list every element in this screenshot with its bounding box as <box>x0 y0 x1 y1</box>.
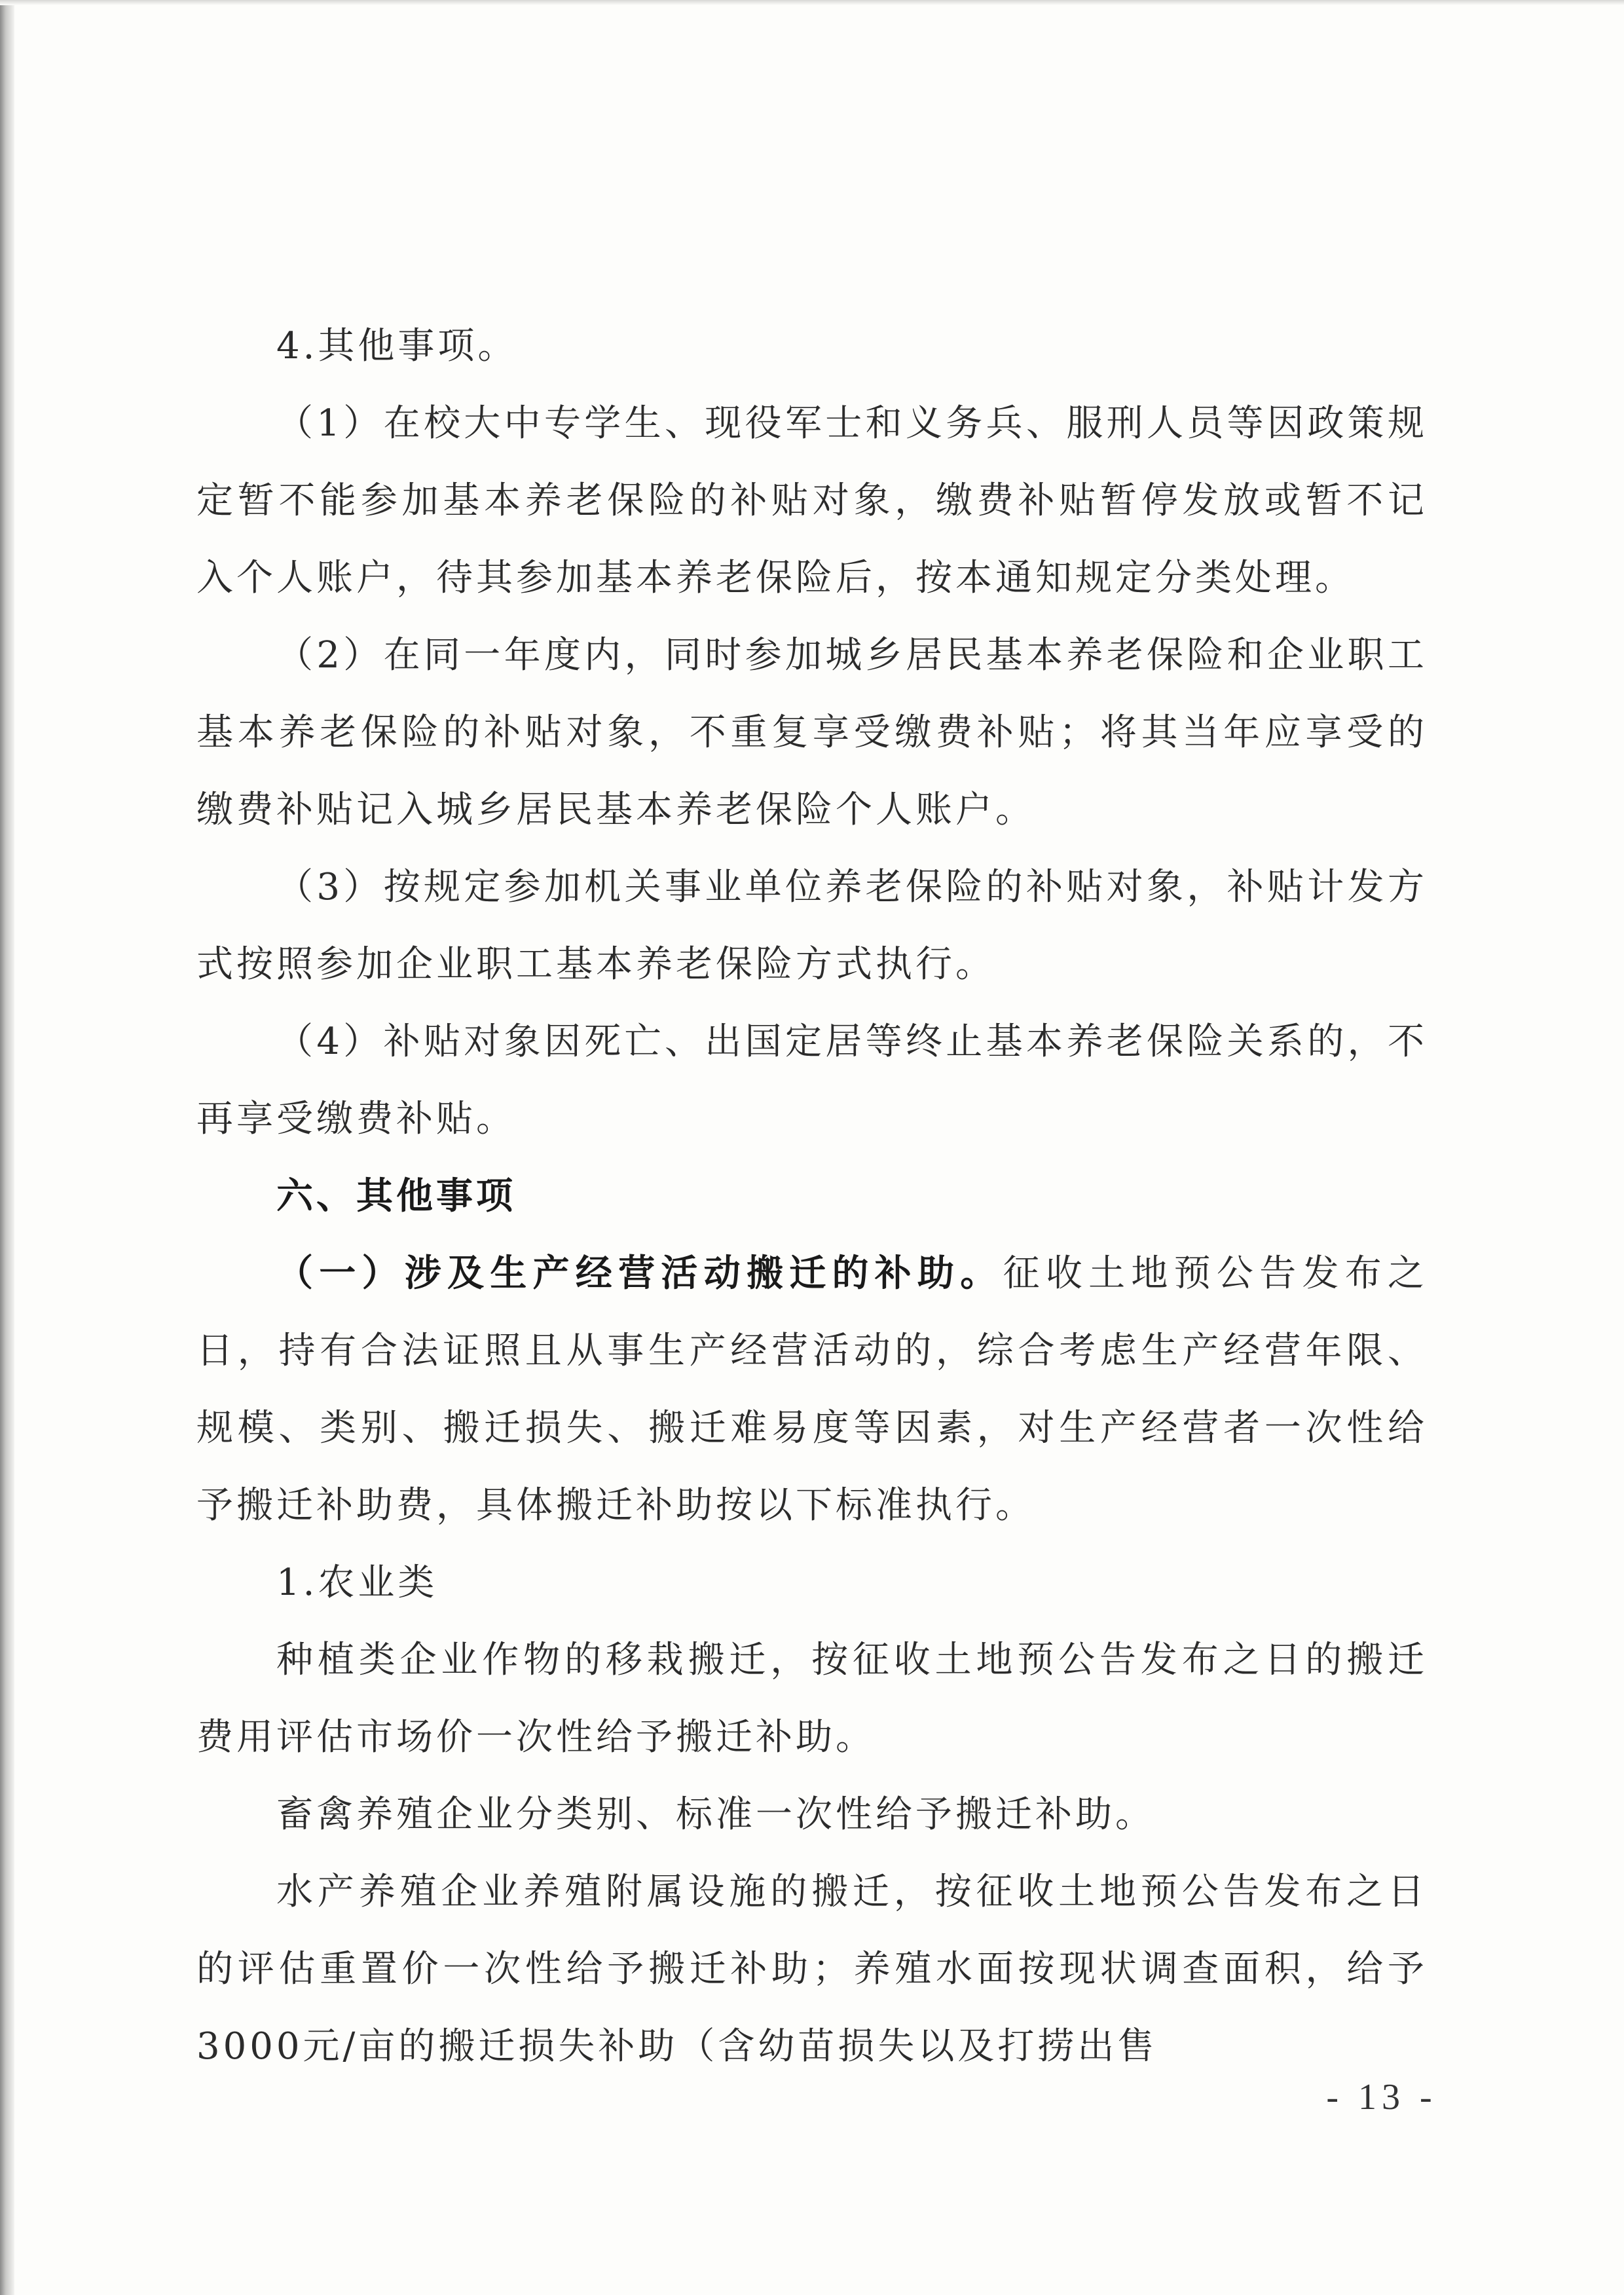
paragraph-item-3: （3）按规定参加机关事业单位养老保险的补贴对象，补贴计发方式按照参加企业职工基本养老保险方式执行。 <box>196 866 1428 986</box>
subsection-heading-one: （一）涉及生产经营活动搬迁的补助。 <box>276 1252 1003 1295</box>
scan-top-edge <box>0 0 1624 5</box>
paragraph-item-4: （4）补贴对象因死亡、出国定居等终止基本养老保险关系的，不再享受缴费补贴。 <box>196 1020 1428 1140</box>
paragraph-other-matters-4: 4.其他事项。 <box>276 325 518 367</box>
paragraph-relocation-body: 征收土地预公告发布之日，持有合法证照且从事生产经营活动的，综合考虑生产经营年限、规模、类别、搬迁损失、搬迁难易度等因素，对生产经营者一次性给予搬迁补助费，具体搬迁补助按以下标准执行。 <box>196 1252 1428 1527</box>
page-number: - 13 - <box>1326 2077 1437 2118</box>
paragraph-item-1: （1）在校大中专学生、现役军士和义务兵、服刑人员等因政策规定暂不能参加基本养老保险的补贴对象，缴费补贴暂停发放或暂不记入个人账户，待其参加基本养老保险后，按本通知规定分类处理。 <box>196 402 1428 599</box>
document-body <box>196 308 1428 2085</box>
paragraph-relocation-subsidy <box>196 1235 1428 1544</box>
paragraph-planting: 种植类企业作物的移栽搬迁，按征收土地预公告发布之日的搬迁费用评估市场价一次性给予搬迁补助。 <box>196 1639 1428 1759</box>
paragraph-aquaculture: 水产养殖企业养殖附属设施的搬迁，按征收土地预公告发布之日的评估重置价一次性给予搬迁补助；养殖水面按现状调查面积，给予3000元/亩的搬迁损失补助（含幼苗损失以及打捞出售 <box>196 1871 1428 2068</box>
section-heading-six: 六、其他事项 <box>276 1175 516 1218</box>
paragraph-agriculture-title: 1.农业类 <box>276 1561 438 1604</box>
paragraph-item-2: （2）在同一年度内，同时参加城乡居民基本养老保险和企业职工基本养老保险的补贴对象，不重复享受缴费补贴；将其当年应享受的缴费补贴记入城乡居民基本养老保险个人账户。 <box>196 634 1428 831</box>
paragraph-livestock: 畜禽养殖企业分类别、标准一次性给予搬迁补助。 <box>276 1793 1155 1836</box>
scan-shadow-edge <box>0 0 14 2295</box>
